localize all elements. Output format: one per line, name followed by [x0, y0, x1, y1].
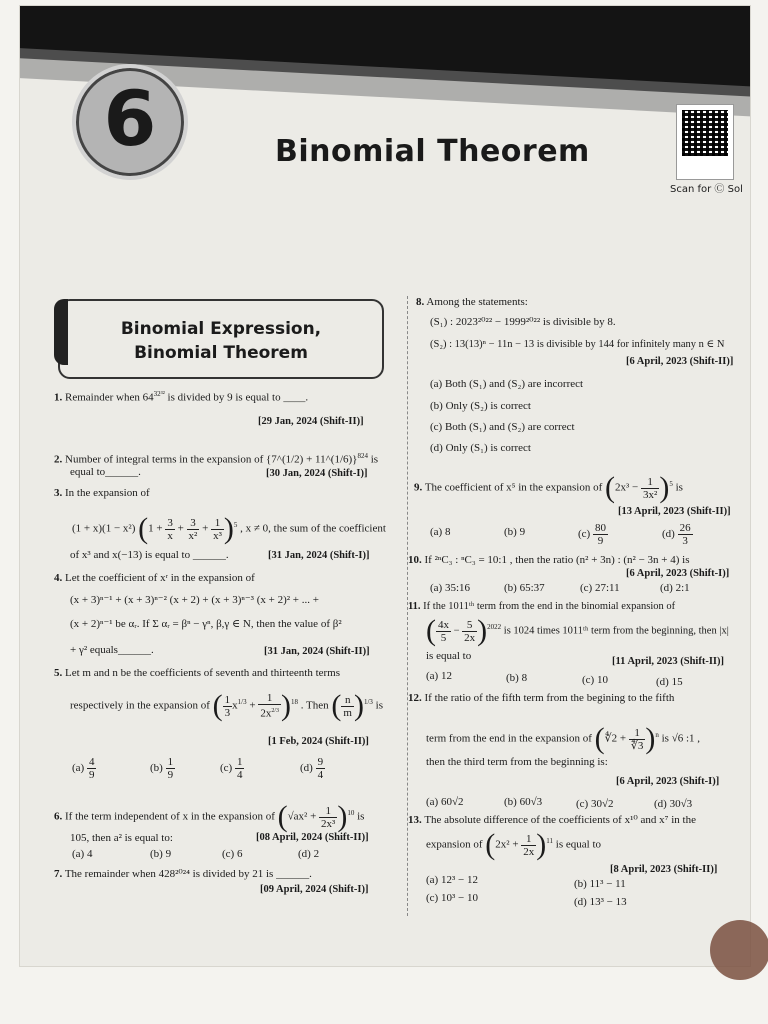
option-a[interactable]: (a) 12 [426, 670, 452, 682]
option-a[interactable]: (a) 4 [72, 848, 93, 860]
question-4-line-2: (x + 3)ⁿ⁻¹ + (x + 3)ⁿ⁻² (x + 2) + (x + 3)ⁿ⁻³ (x + 2)² + ... + [70, 594, 319, 606]
statement-s1: (S₁) : 2023²⁰²² − 1999²⁰²² is divisible by 8. [430, 316, 616, 328]
chapter-header [20, 6, 750, 196]
math-expression: (1 + x)(1 − x²) [72, 522, 136, 535]
option-b[interactable]: (b) 11³ − 11 [574, 878, 626, 890]
option-d[interactable]: (d) 15 [656, 676, 683, 688]
option-c[interactable]: (c) 10 [582, 674, 608, 686]
question-2-line-2: equal to______. [70, 466, 141, 478]
question-12-source: [6 April, 2023 (Shift-I)] [616, 776, 720, 787]
question-text-cont: , x ≠ 0, the sum of the coefficient [240, 522, 386, 535]
qr-code-icon [676, 104, 734, 180]
question-5-line-2: respectively in the expansion of ( $\frac{1}{3}$ $x^{1/3}$ + $\frac{1}{2x^{2/3}}$ )$^{18}$ . Then ( $\frac{n}{m}$ )$^{1/3}$ is [70, 689, 384, 723]
option-b[interactable]: (b) 65:37 [504, 582, 545, 594]
option-a[interactable]: (a) 12³ − 12 [426, 874, 478, 886]
question-10-source: [6 April, 2023 (Shift-I)] [626, 568, 730, 579]
question-number: 3. [54, 487, 63, 499]
question-text: The absolute difference of the coefficients of x¹⁰ and x⁷ in the [424, 814, 696, 826]
option-d[interactable]: (d) $\frac{26}{3}$ [662, 522, 691, 547]
question-number: 5. [54, 667, 63, 679]
is-text: is [675, 481, 683, 494]
option-b[interactable]: (b) Only (S₂) is correct [430, 400, 531, 412]
statement-s2: (S₂) : 13(13)ⁿ − 11n − 13 is divisible by 144 for infinitely many n ∈ N [430, 339, 725, 350]
option-b[interactable]: (b) $\frac{1}{9}$ [150, 756, 174, 781]
option-d[interactable]: (d) 30√3 [654, 798, 693, 810]
option-b[interactable]: (b) 9 [504, 526, 526, 538]
question-4-line-4: + γ² equals______. [70, 644, 154, 656]
question-text-cont: is [370, 453, 379, 466]
option-b[interactable]: (b) 8 [506, 672, 528, 684]
question-text-cont: is divided by 9 is equal to ____. [167, 391, 309, 404]
question-6: 6. If the term independent of x in the expansion of (√ax² + $\frac{1}{\text{2x³}}$ )$^{10}$ is [54, 800, 365, 834]
question-7-source: [09 April, 2024 (Shift-I)] [260, 884, 369, 895]
question-number: 7. [54, 868, 63, 880]
question-12-line-3: then the third term from the beginning is: [426, 756, 608, 768]
question-text: Among the statements: [426, 296, 528, 308]
question-text: Number of integral terms in the expansion of [65, 453, 264, 466]
question-number: 1. [54, 391, 63, 404]
option-b[interactable]: (b) 9 [150, 848, 172, 860]
option-a[interactable]: (a) Both (S₁) and (S₂) are incorrect [430, 378, 584, 390]
question-text: Let the coefficient of xʳ in the expansion of [65, 572, 255, 584]
option-a[interactable]: (a) 60√2 [426, 796, 464, 808]
topic-line-1: Binomial Expression, [120, 319, 322, 339]
option-c[interactable]: (c) Both (S₁) and (S₂) are correct [430, 421, 575, 433]
question-2 [54, 450, 378, 467]
chapter-number-badge [72, 64, 188, 180]
option-c[interactable]: (c) $\frac{1}{4}$ [220, 756, 243, 781]
question-11-line-2: ( $\frac{4x}{5}$ − $\frac{5}{2x}$ )$^{2022}$ is 1024 times 1011ᵗʰ term from the beginning, then |x| [426, 614, 729, 648]
question-text: If the term independent of x in the expansion of [65, 810, 275, 823]
option-a[interactable]: (a) 35:16 [430, 582, 471, 594]
scan-for-solution-label: Scan for Ⓒ Sol [670, 184, 743, 195]
option-c[interactable]: (c) 10³ − 10 [426, 892, 478, 904]
option-d[interactable]: (d) 13³ − 13 [574, 896, 627, 908]
book-page [20, 6, 750, 966]
option-c[interactable]: (c) 30√2 [576, 798, 614, 810]
question-10 [408, 554, 690, 567]
question-3-source: [31 Jan, 2024 (Shift-I)] [268, 550, 370, 561]
then-text: . Then [300, 699, 329, 712]
thumb-photo [710, 920, 768, 980]
is-text: is [357, 810, 365, 823]
question-12 [408, 692, 674, 705]
question-12-line-2: term from the end in the expansion of (∜2 + $\frac{1}{∜3}$ )$^n$ is √6 :1 , [426, 722, 701, 756]
question-text: Remainder when 64 [65, 391, 154, 404]
option-d[interactable]: (d) Only (S₁) is correct [430, 442, 531, 454]
option-c[interactable]: (c) 6 [222, 848, 243, 860]
question-3-expression: (1 + x)(1 − x²) (1 + $\frac{3}{x}$ + $\frac{3}{\text{x²}}$ + $\frac{1}{\text{x³}}$ )$^5$ , x ≠ 0, the sum of the coefficient [72, 512, 386, 546]
exponent: 32³² [153, 390, 165, 398]
exponent: 824 [357, 452, 368, 460]
question-text: The remainder when 428²⁰²⁴ is divided by 21 is ______. [64, 868, 312, 880]
question-1-source: [29 Jan, 2024 (Shift-II)] [258, 416, 364, 427]
question-number: 9. [414, 481, 423, 494]
topic-line-2: Binomial Theorem [134, 343, 308, 363]
question-text-cont: term from the end in the expansion of [426, 732, 592, 745]
question-text-cont: expansion of [426, 838, 483, 851]
option-b[interactable]: (b) 60√3 [504, 796, 543, 808]
question-7 [54, 868, 312, 881]
option-d[interactable]: (d) 2 [298, 848, 320, 860]
question-text: If ²ⁿC₃ : ⁿC₃ = 10:1 , then the ratio (n² + 3n) : (n² − 3n + 4) is [424, 554, 690, 566]
option-d[interactable]: (d) $\frac{9}{4}$ [300, 756, 324, 781]
question-text: If the ratio of the fifth term from the begining to the fifth [424, 692, 675, 704]
question-number: 13. [408, 814, 422, 826]
is-text: is [375, 699, 384, 712]
question-text-end: is equal to [555, 838, 601, 851]
question-9-source: [13 April, 2023 (Shift-II)] [618, 506, 731, 517]
question-number: 10. [408, 554, 422, 566]
question-1 [54, 388, 308, 405]
question-4-source: [31 Jan, 2024 (Shift-II)] [264, 646, 370, 657]
question-13-line-2: expansion of (2x² + $\frac{1}{2x}$ )$^{11}$ is equal to [426, 828, 601, 862]
question-number: 8. [416, 296, 425, 308]
question-4 [54, 572, 255, 585]
question-text-cont: is 1024 times 1011ᵗʰ term from the beginning, then |x| [503, 625, 729, 637]
question-number: 2. [54, 453, 63, 466]
question-2-source: [30 Jan, 2024 (Shift-I)] [266, 468, 368, 479]
question-6-line-2: 105, then a² is equal to: [70, 832, 173, 844]
question-11-source: [11 April, 2023 (Shift-II)] [612, 656, 725, 667]
question-8 [416, 296, 528, 309]
option-c[interactable]: (c) $\frac{80}{9}$ [578, 522, 606, 547]
option-a[interactable]: (a) $\frac{4}{9}$ [72, 756, 95, 781]
option-d[interactable]: (d) 2:1 [660, 582, 690, 594]
question-number: 12. [408, 692, 422, 704]
question-5 [54, 667, 340, 680]
question-text: In the expansion of [65, 487, 150, 499]
question-text: If the 1011ᵗʰ term from the end in the binomial expansion of [423, 601, 676, 612]
question-9: 9. The coefficient of x⁵ in the expansion of (2x³ − $\frac{1}{\text{3x²}}$ )$^5$ is [414, 471, 683, 505]
question-number: 11. [408, 601, 421, 612]
question-4-line-3: (x + 2)ⁿ⁻¹ be αᵣ. If Σ αᵣ = βⁿ − γⁿ, β,γ ∈ N, then the value of β² [70, 618, 342, 630]
question-number: 6. [54, 810, 63, 823]
topic-heading-box [58, 299, 384, 379]
question-text: Let m and n be the coefficients of seventh and thirteenth terms [65, 667, 341, 679]
question-3 [54, 487, 150, 500]
option-a[interactable]: (a) 8 [430, 526, 451, 538]
question-13-source: [8 April, 2023 (Shift-II)] [610, 864, 718, 875]
question-5-source: [1 Feb, 2024 (Shift-II)] [268, 736, 369, 747]
ratio-text: is √6 :1 , [661, 732, 701, 745]
chapter-title: Binomial Theorem [275, 134, 590, 169]
math-expression: {7^(1/2) + 11^(1/6)} [266, 453, 358, 466]
question-6-source: [08 April, 2024 (Shift-II)] [256, 832, 369, 843]
question-11-line-3: is equal to [426, 650, 472, 662]
option-c[interactable]: (c) 27:11 [580, 582, 620, 594]
question-text-cont: respectively in the expansion of [70, 699, 210, 712]
question-8-source: [6 April, 2023 (Shift-II)] [626, 356, 734, 367]
question-text: The coefficient of x⁵ in the expansion of [424, 481, 603, 494]
question-number: 4. [54, 572, 63, 584]
question-3-line-3: of x³ and x(−13) is equal to ______. [70, 549, 229, 561]
chapter-number: 6 [103, 74, 157, 163]
